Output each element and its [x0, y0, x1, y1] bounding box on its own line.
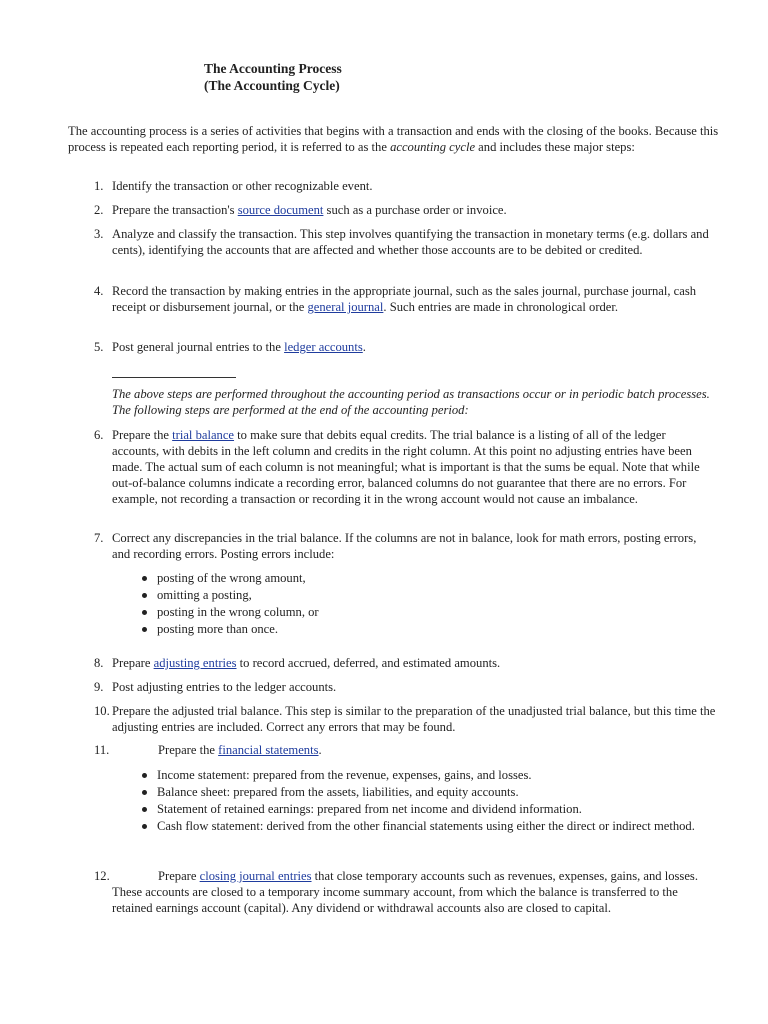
- step-text-post: . Such entries are made in chronological order.: [383, 300, 619, 314]
- step-text: Prepare the adjusted trial balance. This step is similar to the preparation of the unadjusted trial balance, but this time the adjusting entries are included. Correct any errors that may be found.: [112, 704, 716, 734]
- posting-errors-list: [140, 570, 710, 638]
- step-text: Analyze and classify the transaction. This step involves quantifying the transaction in monetary terms (e.g. dollars and cents), identifying the accounts that are affected and whether those accounts are to be debited or credited.: [112, 227, 709, 257]
- step-text-pre: Prepare the: [112, 428, 173, 442]
- step-text-post: .: [362, 340, 366, 354]
- step-number: 6.: [94, 428, 104, 442]
- step-number: 7.: [94, 531, 104, 545]
- list-item: [140, 570, 710, 587]
- step-text: Identify the transaction or other recognizable event.: [112, 179, 373, 193]
- intro-emphasis: accounting cycle: [390, 140, 476, 154]
- step-number: 5.: [94, 340, 104, 354]
- financial-statements-list: [140, 767, 710, 835]
- step-text: [112, 427, 716, 507]
- step-text-pre: Prepare the: [158, 743, 219, 757]
- step-6: [94, 427, 716, 507]
- step-text-post: such as a purchase order or invoice.: [323, 203, 507, 217]
- step-4: [94, 283, 716, 315]
- list-item-text: Statement of retained earnings: prepared from net income and dividend information.: [157, 802, 582, 816]
- list-item-text: posting more than once.: [157, 622, 279, 636]
- step-text-post: to make sure that debits equal credits. The trial balance is a listing of all of the ledger accounts, with debits in the left column and credits in the right column. At this point no adjusting entries have been made. The actual sum of each column is not meaningful; what is important is that the sums be equal. Note that while out-of-balance columns indicate a recording error, balanced columns do not guarantee that there are no errors. For example, not recording a transaction or recording it in the wrong account would not cause an imbalance.: [112, 428, 700, 506]
- list-item-text: Income statement: prepared from the revenue, expenses, gains, and losses.: [157, 768, 532, 782]
- step-text-post: that close temporary accounts such as revenues, expenses, gains, and losses. These accounts are closed to a temporary income summary account, from which the balance is transferred to the retained earnings account (capital). Any dividend or withdrawal accounts also are closed to capital.: [112, 869, 698, 915]
- bullet-icon: [142, 790, 147, 795]
- list-item-text: posting of the wrong amount,: [157, 571, 306, 585]
- step-number: 10.: [94, 704, 110, 718]
- step-1: [94, 178, 716, 194]
- step-text: [112, 655, 716, 671]
- title-line-1: The Accounting Process: [204, 61, 342, 76]
- step-text: [112, 868, 716, 916]
- step-3: [94, 226, 716, 258]
- step-number: 12.: [94, 869, 110, 883]
- step-9: [94, 679, 716, 695]
- step-number: 3.: [94, 227, 104, 241]
- source-document-link[interactable]: source document: [237, 203, 324, 217]
- step-text: [112, 339, 716, 355]
- financial-statements-link[interactable]: financial statements: [218, 743, 319, 757]
- step-number: 4.: [94, 284, 104, 298]
- step-text: [112, 283, 716, 315]
- list-item-text: posting in the wrong column, or: [157, 605, 319, 619]
- step-number: 8.: [94, 656, 104, 670]
- trial-balance-link[interactable]: trial balance: [172, 428, 235, 442]
- step-text: Post adjusting entries to the ledger accounts.: [112, 680, 337, 694]
- step-number: 9.: [94, 680, 104, 694]
- step-7: [94, 530, 716, 562]
- bullet-icon: [142, 627, 147, 632]
- list-item: [140, 801, 710, 818]
- step-text-pre: Prepare the transaction's: [112, 203, 238, 217]
- list-item: [140, 767, 710, 784]
- closing-journal-entries-link[interactable]: closing journal entries: [199, 869, 312, 883]
- step-text-post: to record accrued, deferred, and estimated amounts.: [236, 656, 501, 670]
- step-text: [112, 202, 716, 218]
- bullet-icon: [142, 773, 147, 778]
- list-item: [140, 587, 710, 604]
- list-item-text: omitting a posting,: [157, 588, 252, 602]
- step-2: [94, 202, 716, 218]
- intro-paragraph: [68, 123, 724, 155]
- period-note: The above steps are performed throughout the accounting period as transactions occur or in periodic batch processes. The following steps are performed at the end of the accounting period:: [112, 387, 710, 417]
- general-journal-link[interactable]: general journal: [307, 300, 384, 314]
- intro-text-b: and includes these major steps:: [475, 140, 635, 154]
- list-item-text: Cash flow statement: derived from the other financial statements using either the direct or indirect method.: [157, 819, 695, 833]
- step-text: [158, 742, 716, 758]
- bullet-icon: [142, 824, 147, 829]
- step-text-pre: Record the transaction by making entries in the appropriate journal, such as the sales journal, purchase journal, cash receipt or disbursement journal, or the: [112, 284, 697, 314]
- separator-rule: [112, 377, 236, 378]
- page-title: [204, 60, 342, 94]
- intro-text-a: The accounting process is a series of activities that begins with a transaction and ends with the closing of the books. Because this process is repeated each reporting period, it is referred to as the: [68, 124, 719, 154]
- step-number: 1.: [94, 179, 104, 193]
- step-8: [94, 655, 716, 671]
- list-item: [140, 818, 710, 835]
- step-text-pre: Prepare: [158, 869, 200, 883]
- step-text-pre: Post general journal entries to the: [112, 340, 285, 354]
- step-11: [94, 742, 716, 758]
- list-item-text: Balance sheet: prepared from the assets, liabilities, and equity accounts.: [157, 785, 519, 799]
- list-item: [140, 604, 710, 621]
- step-5: [94, 339, 716, 355]
- step-10: [94, 703, 716, 735]
- step-text: Correct any discrepancies in the trial balance. If the columns are not in balance, look for math errors, posting errors, and recording errors. Posting errors include:: [112, 531, 697, 561]
- step-text-pre: Prepare: [112, 656, 154, 670]
- step-12: [94, 868, 716, 916]
- bullet-icon: [142, 610, 147, 615]
- bullet-icon: [142, 807, 147, 812]
- step-number: 11.: [94, 743, 110, 757]
- list-item: [140, 621, 710, 638]
- adjusting-entries-link[interactable]: adjusting entries: [153, 656, 237, 670]
- bullet-icon: [142, 593, 147, 598]
- title-line-2: (The Accounting Cycle): [204, 78, 340, 93]
- step-number: 2.: [94, 203, 104, 217]
- step-text-post: .: [318, 743, 322, 757]
- list-item: [140, 784, 710, 801]
- ledger-accounts-link[interactable]: ledger accounts: [284, 340, 363, 354]
- bullet-icon: [142, 576, 147, 581]
